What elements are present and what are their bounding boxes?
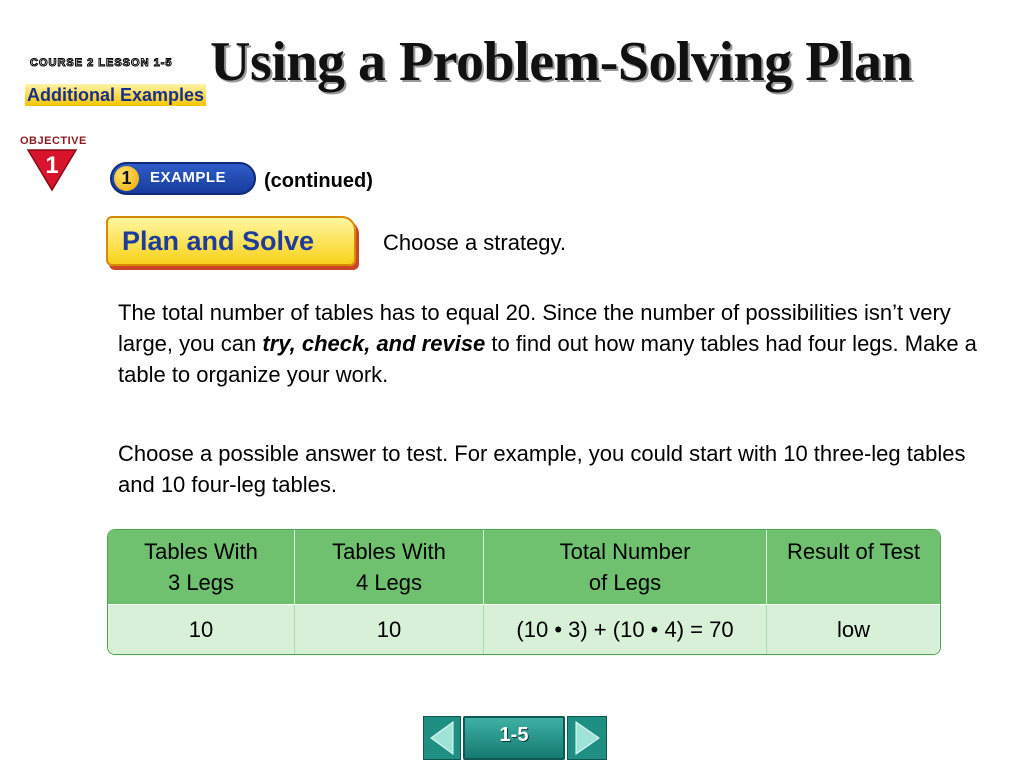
example-label: EXAMPLE bbox=[150, 169, 227, 186]
page-number-label: 1-5 bbox=[463, 716, 565, 760]
next-slide-button[interactable] bbox=[567, 716, 607, 760]
previous-slide-button[interactable] bbox=[423, 716, 461, 760]
example-number: 1 bbox=[114, 166, 139, 191]
paragraph1-text: The total number of tables has to equal 20. Since the number of possibilities isn’t very large, you can bbox=[118, 300, 951, 356]
cell-3-leg-count: 10 bbox=[108, 604, 295, 654]
cell-result: low bbox=[767, 604, 940, 654]
emphasis-text: try, check, and revise bbox=[262, 331, 486, 356]
cell-total-legs: (10 • 3) + (10 • 4) = 70 bbox=[484, 604, 767, 654]
additional-examples-label: Additional Examples bbox=[27, 85, 205, 105]
cell-4-leg-count: 10 bbox=[295, 604, 484, 654]
paragraph-strategy bbox=[118, 297, 998, 390]
header-tables-4-legs: Tables With 4 Legs bbox=[295, 530, 484, 604]
slide-title: Using a Problem-Solving Plan bbox=[210, 31, 913, 93]
objective-triangle-icon bbox=[26, 148, 78, 192]
header-result: Result of Test bbox=[767, 530, 940, 604]
course-lesson-label: COURSE 2 LESSON 1-5 bbox=[30, 57, 173, 69]
objective-label: OBJECTIVE bbox=[20, 135, 87, 147]
header-total-legs: Total Number of Legs bbox=[484, 530, 767, 604]
paragraph-test: Choose a possible answer to test. For example, you could start with 10 three-leg tables and 10 four-leg tables. bbox=[118, 441, 966, 497]
strategy-text: Choose a strategy. bbox=[383, 230, 567, 255]
example-badge bbox=[110, 162, 256, 195]
header-tables-3-legs: Tables With 3 Legs bbox=[108, 530, 295, 604]
try-check-revise-table bbox=[107, 529, 941, 655]
plan-and-solve-badge: Plan and Solve bbox=[106, 216, 356, 266]
paragraph1-text-end: to find out how many tables had four legs. Make a table to organize your work. bbox=[118, 331, 977, 387]
objective-number: 1 bbox=[45, 152, 59, 179]
continued-label: (continued) bbox=[264, 170, 373, 192]
table-row bbox=[108, 604, 940, 654]
table-header-row bbox=[108, 530, 940, 604]
